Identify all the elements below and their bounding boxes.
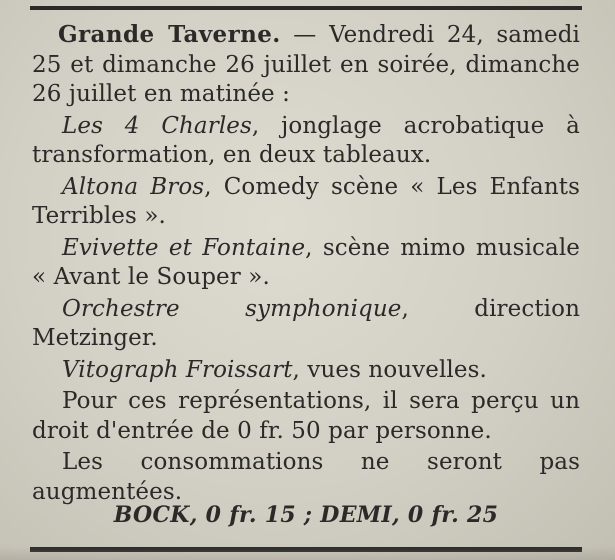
- venue-name: Grande Taverne.: [58, 21, 281, 48]
- act-description: , scène mimo musicale « Avant le Souper ».: [32, 234, 580, 290]
- act-artist: Vitograph Froissart: [62, 356, 293, 383]
- act-description: , direction Metzinger.: [32, 295, 580, 351]
- notice-body: [32, 20, 580, 507]
- entry-fee-text: Pour ces représentations, il sera perçu un droit d'entrée de 0 fr. 50 par personne.: [32, 388, 580, 444]
- act-artist: Orchestre symphonique: [62, 295, 402, 322]
- paper-edge: [0, 546, 615, 560]
- consumption-note: Les consommations ne seront pas augmentées.: [32, 449, 580, 505]
- schedule-text: — Vendredi 24, samedi 25 et dimanche 26 juillet en soirée, dimanche 26 juillet en matinée :: [32, 22, 580, 107]
- act-item: [32, 234, 580, 293]
- act-item: [32, 356, 580, 386]
- act-artist: Altona Bros: [62, 173, 205, 200]
- act-item: [32, 112, 580, 171]
- act-description: , jonglage acrobatique à transformation, en deux tableaux.: [32, 112, 580, 168]
- notice-heading: [32, 20, 580, 110]
- act-item: [32, 295, 580, 354]
- act-artist: Evivette et Fontaine: [62, 234, 306, 261]
- price-line: BOCK, 0 fr. 15 ; DEMI, 0 fr. 25: [113, 502, 499, 528]
- act-artist: Les 4 Charles: [62, 112, 252, 139]
- act-description: , Comedy scène « Les Enfants Terribles ».: [32, 173, 580, 229]
- act-description: , vues nouvelles.: [292, 356, 487, 383]
- act-item: [32, 173, 580, 232]
- top-rule: [30, 6, 582, 10]
